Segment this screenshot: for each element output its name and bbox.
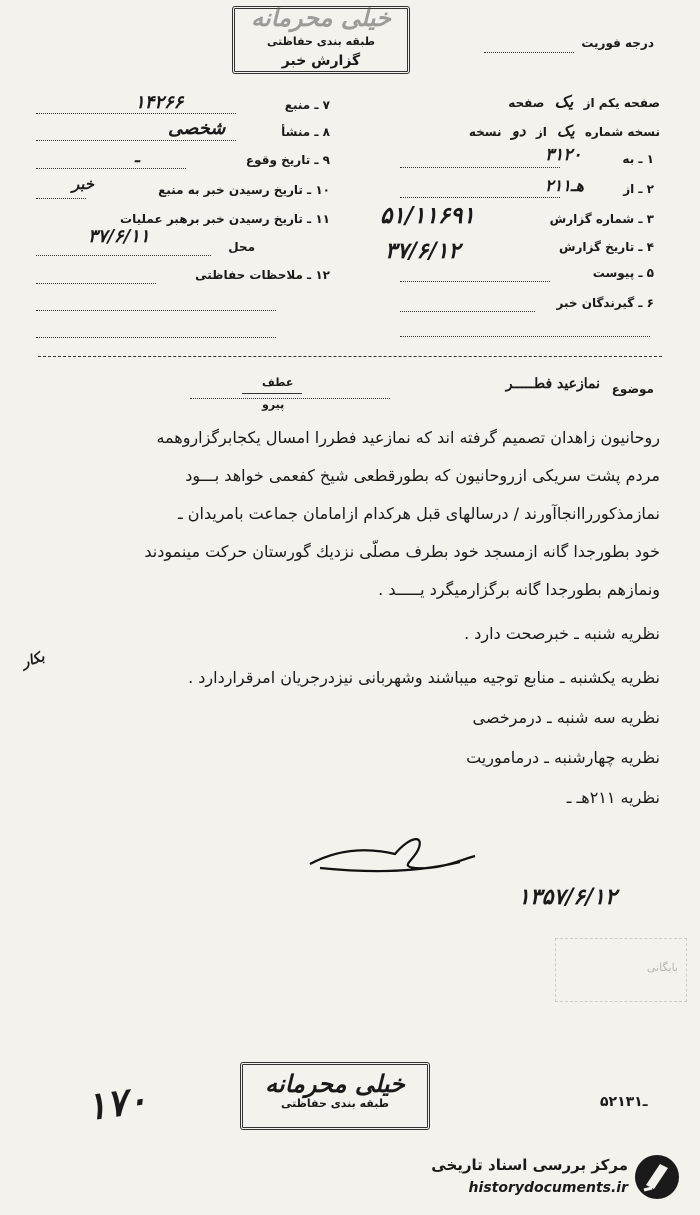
handwritten-page-number: ۱۷۰ bbox=[83, 1075, 151, 1130]
watermark bbox=[420, 1150, 690, 1206]
field-suffix: نسخه bbox=[468, 125, 502, 139]
recipients-label: ۶ ـ گیرندگان خبر bbox=[556, 296, 654, 310]
from-field-value: ۲۱۱هـ bbox=[545, 176, 584, 195]
stamp-handwritten: خیلی محرمانه bbox=[251, 3, 391, 32]
field-label: نسخه شماره bbox=[584, 125, 660, 139]
source-value: ۱۴۲۶۶ bbox=[135, 92, 184, 113]
field-value: یک bbox=[557, 122, 575, 140]
body-line: خود بطورجدا گانه ازمسجد خود بطرف مصلّی نزدیك گورستان حرکت مینمودند bbox=[144, 542, 660, 561]
priority-label: درجه فوریت bbox=[581, 36, 654, 50]
body-line: روحانیون زاهدان تصمیم گرفته اند که نمازعید فطررا امسال یکجابرگزاروهمه bbox=[156, 428, 660, 447]
watermark-title: مرکز بررسی اسناد تاریخی bbox=[431, 1156, 628, 1174]
opinion-item: نظریه سه شنبه ـ درمرخصی bbox=[472, 708, 660, 727]
form-code: ۵۲ـ۱۳۱ bbox=[600, 1094, 648, 1110]
report-date-value: ۳۷/۶/۱۲ bbox=[385, 238, 461, 264]
operations-receipt-date-label: ۱۱ ـ تاریخ رسیدن خبر برهبر عملیات bbox=[120, 212, 330, 226]
opinion-item: نظریه یکشنبه ـ منابع توجیه میباشند وشهربانی نیزدرجریان امرقراردارد . bbox=[188, 668, 660, 687]
origin-value: شخصی bbox=[168, 118, 226, 139]
header-separator bbox=[38, 356, 662, 357]
report-date-label: ۴ ـ تاریخ گزارش bbox=[558, 240, 654, 254]
faint-archive-stamp bbox=[555, 938, 687, 1002]
body-line: ونمازهم بطورجدا گانه برگزارمیگرد یـــــد . bbox=[378, 580, 660, 599]
faint-stamp-text: بایگانی bbox=[646, 961, 678, 974]
margin-note: بکار bbox=[20, 648, 47, 672]
location-label: محل bbox=[228, 240, 255, 254]
signature-date: ۱۳۵۷/۶/۱۲ bbox=[518, 884, 617, 910]
field-mid: از bbox=[535, 125, 547, 139]
stamp-line1: طبقه بندی حفاظتی bbox=[280, 1097, 390, 1110]
signature bbox=[300, 826, 480, 886]
stamp-handwritten: خیلی محرمانه bbox=[265, 1069, 405, 1098]
source-receipt-date-value: خبر bbox=[72, 175, 95, 193]
field-value2: دو bbox=[511, 122, 526, 140]
report-number-value: ۵۱/۱۱۶۹۱ bbox=[380, 202, 475, 229]
field-value: یک bbox=[554, 92, 574, 111]
operations-receipt-date-value: ۳۷/۶/۱۱ bbox=[88, 226, 150, 247]
body-line: مردم پشت سریکی ازروحانیون که بطورقطعی شیخ کفعمی خواهد بـــود bbox=[185, 466, 660, 485]
field-label: صفحه یکم از bbox=[583, 96, 660, 110]
archive-logo-icon bbox=[632, 1152, 682, 1202]
security-notes-label: ۱۲ ـ ملاحظات حفاظتی bbox=[195, 268, 330, 282]
stamp-line2: گزارش خبر bbox=[281, 53, 361, 69]
occurrence-date-label: ۹ ـ تاریخ وقوع bbox=[245, 153, 330, 167]
occurrence-date-value: ـ bbox=[135, 147, 140, 166]
opinion-item: نظریه ۲۱۱هـ ـ bbox=[566, 788, 660, 807]
copy-number-field bbox=[469, 122, 660, 140]
attachment-label: ۵ ـ پیوست bbox=[592, 266, 654, 280]
from-field-label: ۲ ـ از bbox=[623, 182, 654, 196]
classification-stamp-top bbox=[232, 3, 410, 74]
subject-label: موضوع bbox=[611, 382, 654, 396]
source-label: ۷ ـ منبع bbox=[284, 98, 330, 112]
body-line: نمازمذکورراانجاآورند / درسالهای قبل هرکدام ازامامان جماعت بامریدان ـ bbox=[178, 504, 660, 523]
stamp-line1: طبقه بندی حفاظتی bbox=[266, 35, 376, 48]
following-label: پیرو bbox=[262, 398, 285, 411]
origin-label: ۸ ـ منشأ bbox=[281, 125, 330, 139]
report-number-label: ۳ ـ شماره گزارش bbox=[549, 212, 654, 226]
field-suffix: صفحه bbox=[508, 96, 545, 110]
opinion-item: نظریه شنبه ـ خبرصحت دارد . bbox=[464, 624, 660, 643]
opinion-item: نظریه چهارشنبه ـ درماموریت bbox=[466, 748, 660, 767]
page-count-field bbox=[508, 92, 660, 111]
watermark-url: historydocuments.ir bbox=[468, 1180, 628, 1196]
source-receipt-date-label: ۱۰ ـ تاریخ رسیدن خبر به منبع bbox=[158, 183, 330, 197]
to-field-value: ۳۱۲۰ bbox=[545, 145, 582, 165]
subject-value: نمازعید فطـــــر bbox=[505, 376, 600, 392]
reference-label: عطف bbox=[262, 376, 294, 389]
to-field-label: ۱ ـ به bbox=[622, 152, 654, 166]
classification-stamp-bottom bbox=[240, 1062, 430, 1130]
